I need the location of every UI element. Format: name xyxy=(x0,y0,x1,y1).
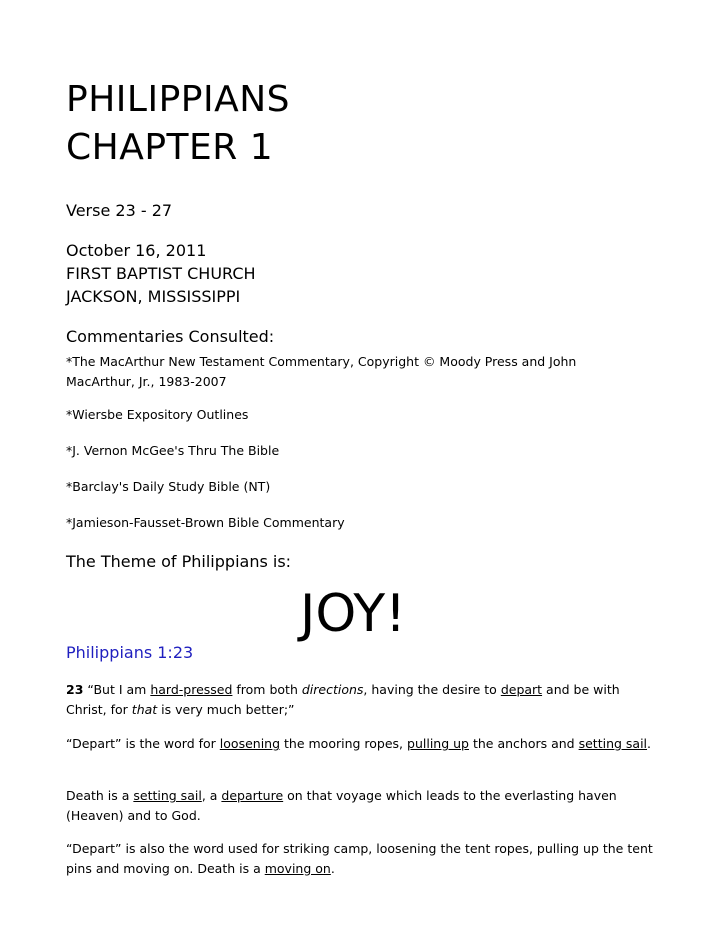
note-text-part: . xyxy=(330,861,335,876)
note-text-part: . xyxy=(647,736,652,751)
title-line-1: PHILIPPIANS xyxy=(66,79,291,120)
verse-italic-word: directions xyxy=(301,682,364,697)
note-underlined-word: moving on xyxy=(264,861,331,876)
note-text-part: the anchors and xyxy=(468,736,579,751)
theme-word: JOY! xyxy=(300,584,407,644)
note-underlined-word: setting sail xyxy=(578,736,648,751)
commentary-item: *Jamieson-Fausset-Brown Bible Commentary xyxy=(66,515,345,530)
verse-text-part: and be with Christ, for xyxy=(66,682,620,717)
commentaries-heading: Commentaries Consulted: xyxy=(66,327,275,346)
passage-reference: Philippians 1:23 xyxy=(66,643,194,662)
verse-text-part: , having the desire to xyxy=(363,682,501,697)
commentary-item: *Barclay's Daily Study Bible (NT) xyxy=(66,479,271,494)
verse-text-part: is very much better;” xyxy=(157,702,295,717)
verse-underlined-word: depart xyxy=(500,682,543,697)
church-name: FIRST BAPTIST CHURCH xyxy=(66,264,256,283)
note-text-part: “Depart” is also the word used for striking camp, loosening the tent ropes, pulling up the tent pins and moving on. Death is a xyxy=(66,841,653,876)
church-city: JACKSON, MISSISSIPPI xyxy=(66,287,241,306)
commentary-item: MacArthur, Jr., 1983-2007 xyxy=(66,374,227,389)
verse-number: 23 xyxy=(66,682,84,697)
verse-text-part: “But I am xyxy=(83,682,151,697)
title-line-2: CHAPTER 1 xyxy=(66,127,274,168)
commentary-item: *The MacArthur New Testament Commentary, Copyright © Moody Press and John xyxy=(66,354,577,369)
note-text-part: Death is a xyxy=(66,788,134,803)
commentary-item: *Wiersbe Expository Outlines xyxy=(66,407,249,422)
verse-text xyxy=(66,680,656,720)
note-text-part: “Depart” is the word for xyxy=(66,736,220,751)
note-underlined-word: pulling up xyxy=(407,736,469,751)
note-paragraph-3 xyxy=(66,839,656,879)
note-underlined-word: departure xyxy=(221,788,284,803)
note-text-part: , a xyxy=(201,788,222,803)
verse-range: Verse 23 - 27 xyxy=(66,201,173,220)
note-underlined-word: setting sail xyxy=(133,788,202,803)
note-underlined-word: loosening xyxy=(219,736,281,751)
theme-heading: The Theme of Philippians is: xyxy=(66,552,292,571)
note-text-part: the mooring ropes, xyxy=(280,736,408,751)
commentary-item: *J. Vernon McGee's Thru The Bible xyxy=(66,443,280,458)
note-paragraph-1 xyxy=(66,734,656,754)
sermon-date: October 16, 2011 xyxy=(66,241,207,260)
note-paragraph-2 xyxy=(66,786,656,826)
verse-underlined-word: hard-pressed xyxy=(150,682,233,697)
verse-text-part: from both xyxy=(232,682,302,697)
verse-italic-word: that xyxy=(131,702,158,717)
note-text-part: on that voyage which leads to the everlasting haven (Heaven) and to God. xyxy=(66,788,617,823)
